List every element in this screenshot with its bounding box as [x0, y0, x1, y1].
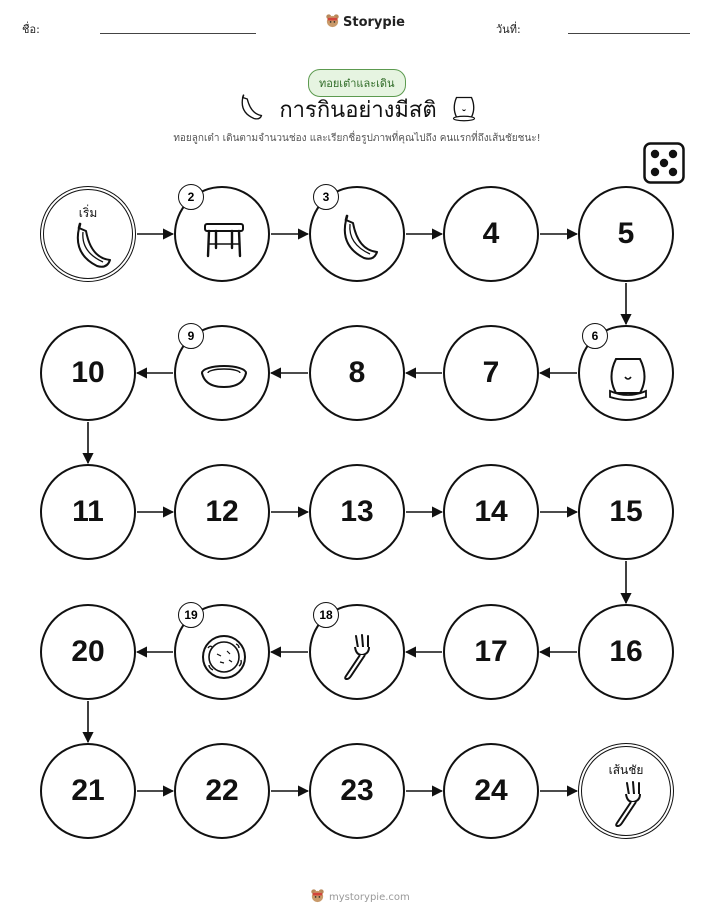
space-number-badge: 9	[178, 323, 204, 349]
board-space-3[interactable]	[309, 186, 405, 282]
board-space-19[interactable]	[174, 604, 270, 700]
brand-name: Storypie	[343, 15, 405, 30]
name-label: ชื่อ:	[22, 23, 40, 36]
board-space-20[interactable]	[40, 604, 136, 700]
board-space-10[interactable]	[40, 325, 136, 421]
space-number-badge: 2	[178, 184, 204, 210]
board-space-21[interactable]	[40, 743, 136, 839]
finish-label: เส้นชัย	[608, 763, 644, 777]
space-number: 7	[482, 356, 500, 389]
space-number: 5	[617, 217, 635, 250]
space-number: 12	[205, 495, 239, 528]
space-number-badge: 3	[313, 184, 339, 210]
fork-icon	[334, 632, 384, 682]
space-number: 11	[72, 495, 104, 528]
board-space-17[interactable]	[443, 604, 539, 700]
space-number: 15	[609, 495, 643, 528]
start-space[interactable]	[40, 186, 136, 282]
space-number: 16	[609, 635, 643, 668]
footer-brand	[310, 888, 410, 906]
board-space-6[interactable]	[578, 325, 674, 421]
stool-icon	[199, 214, 249, 264]
fork-icon	[605, 779, 655, 829]
space-number: 10	[71, 356, 105, 389]
space-number: 8	[348, 356, 366, 389]
board-space-15[interactable]	[578, 464, 674, 560]
board-space-9[interactable]	[174, 325, 270, 421]
pie-icon	[199, 632, 249, 682]
date-label: วันที่:	[496, 23, 521, 36]
space-number: 17	[474, 635, 508, 668]
board-space-4[interactable]	[443, 186, 539, 282]
banana-icon	[67, 222, 117, 272]
start-label: เริ่ม	[78, 206, 98, 220]
space-number-badge: 6	[582, 323, 608, 349]
board-space-7[interactable]	[443, 325, 539, 421]
space-number: 24	[474, 774, 508, 807]
instructions: ทอยลูกเต๋า เดินตามจำนวนช่อง และเรียกชื่อรูปภาพที่คุณไปถึง คนแรกที่ถึงเส้นชัยชนะ!	[173, 133, 541, 144]
footer-url: mystorypie.com	[329, 891, 410, 903]
full-belly-icon	[603, 353, 653, 403]
board-space-24[interactable]	[443, 743, 539, 839]
finish-space[interactable]	[578, 743, 674, 839]
space-number: 21	[71, 774, 105, 807]
board-space-2[interactable]	[174, 186, 270, 282]
space-number-badge: 19	[178, 602, 204, 628]
board-space-13[interactable]	[309, 464, 405, 560]
space-number: 14	[474, 495, 508, 528]
board-space-12[interactable]	[174, 464, 270, 560]
board-space-23[interactable]	[309, 743, 405, 839]
space-number: 13	[340, 495, 374, 528]
board-space-22[interactable]	[174, 743, 270, 839]
board-space-5[interactable]	[578, 186, 674, 282]
space-number: 4	[482, 217, 500, 250]
banana-icon	[334, 214, 384, 264]
board-space-11[interactable]	[40, 464, 136, 560]
board-space-8[interactable]	[309, 325, 405, 421]
board-space-18[interactable]	[309, 604, 405, 700]
bear-mascot-icon	[310, 888, 325, 906]
space-number: 20	[71, 635, 105, 668]
space-number: 23	[340, 774, 374, 807]
space-number: 22	[205, 774, 239, 807]
board-space-14[interactable]	[443, 464, 539, 560]
space-number-badge: 18	[313, 602, 339, 628]
page-title: การกินอย่างมีสติ	[279, 98, 437, 123]
game-type-tag: ทอยเต๋าและเดิน	[308, 69, 406, 97]
bowl-icon	[199, 353, 249, 403]
board-space-16[interactable]	[578, 604, 674, 700]
